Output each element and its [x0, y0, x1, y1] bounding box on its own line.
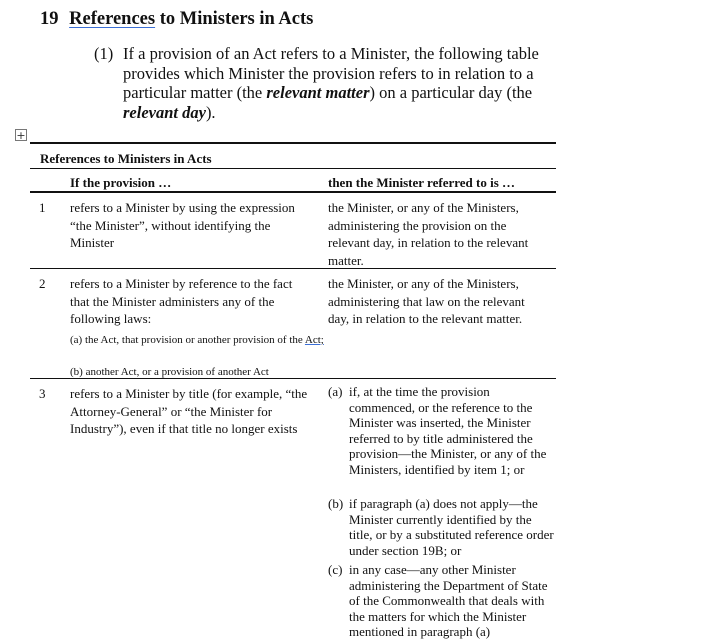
subsection-text-1: If a provision of an Act refers to a Minister, the following table provides which Minister the provision refers to in relation to a particular matter (the	[123, 44, 539, 102]
caption-rule	[30, 168, 556, 169]
defined-term-relevant-matter: relevant matter	[266, 83, 370, 102]
table-caption: References to Ministers in Acts	[40, 151, 212, 166]
subsection-text-3: ).	[205, 102, 216, 122]
item-text: if paragraph (a) does not apply—the Minister currently identified by the title, or by a substituted reference order under section 19B; or	[349, 496, 554, 558]
act-link[interactable]: Act;	[304, 334, 324, 346]
section-heading	[40, 9, 313, 30]
column-header-provision: If the provision …	[70, 175, 172, 190]
section-number: 19	[40, 9, 59, 29]
row-1-minister: the Minister, or any of the Ministers, administering the provision on the relevant day, in relation to the relevant matter.	[328, 200, 529, 268]
row-3-number: 3	[39, 386, 46, 401]
subsection-text-2: ) on a particular day (the	[369, 83, 533, 102]
item-label: (a)	[328, 384, 343, 399]
item-text: in any case—any other Minister administering the Department of State of the Commonwealth that deals with the matters for which the Minister mentioned in paragraph (a)	[349, 562, 548, 639]
row-2-sub-b: (b) another Act, or a provision of another Act	[70, 366, 269, 378]
section-title: to Ministers in Acts	[155, 9, 314, 29]
subsection-number: (1)	[94, 44, 114, 63]
row-2-number: 2	[39, 276, 46, 291]
row-3-provision: refers to a Minister by title (for example, “the Attorney-General” or “the Minister for Industry”), even if that title no longer exists	[70, 386, 308, 436]
row-2-provision: refers to a Minister by reference to the fact that the Minister administers any of the following laws:	[70, 276, 293, 326]
row-1-number: 1	[39, 200, 46, 215]
column-header-minister: then the Minister referred to is …	[328, 175, 516, 190]
row-2-minister: the Minister, or any of the Ministers, administering that law on the relevant day, in relation to the relevant matter.	[328, 276, 525, 326]
row-2-sub-a-text: (a) the Act, that provision or another provision of the	[70, 334, 305, 346]
table-top-rule	[30, 142, 556, 144]
row-2-sub-a	[70, 333, 336, 347]
defined-term-relevant-day: relevant day	[123, 102, 206, 122]
item-text: if, at the time the provision commenced, or the reference to the Minister was inserted, the Minister referred to by title administered the provision—the Minister, or any of the Ministers, identified by item 1; or	[349, 384, 547, 477]
move-handle-icon[interactable]: +	[16, 129, 26, 142]
item-label: (b)	[328, 496, 344, 511]
row-1-provision: refers to a Minister by using the expression “the Minister”, without identifying the Minister	[70, 200, 295, 250]
section-title-link[interactable]: References	[69, 9, 156, 29]
header-rule	[30, 191, 556, 193]
item-label: (c)	[328, 562, 343, 577]
subsection-text	[123, 44, 563, 122]
